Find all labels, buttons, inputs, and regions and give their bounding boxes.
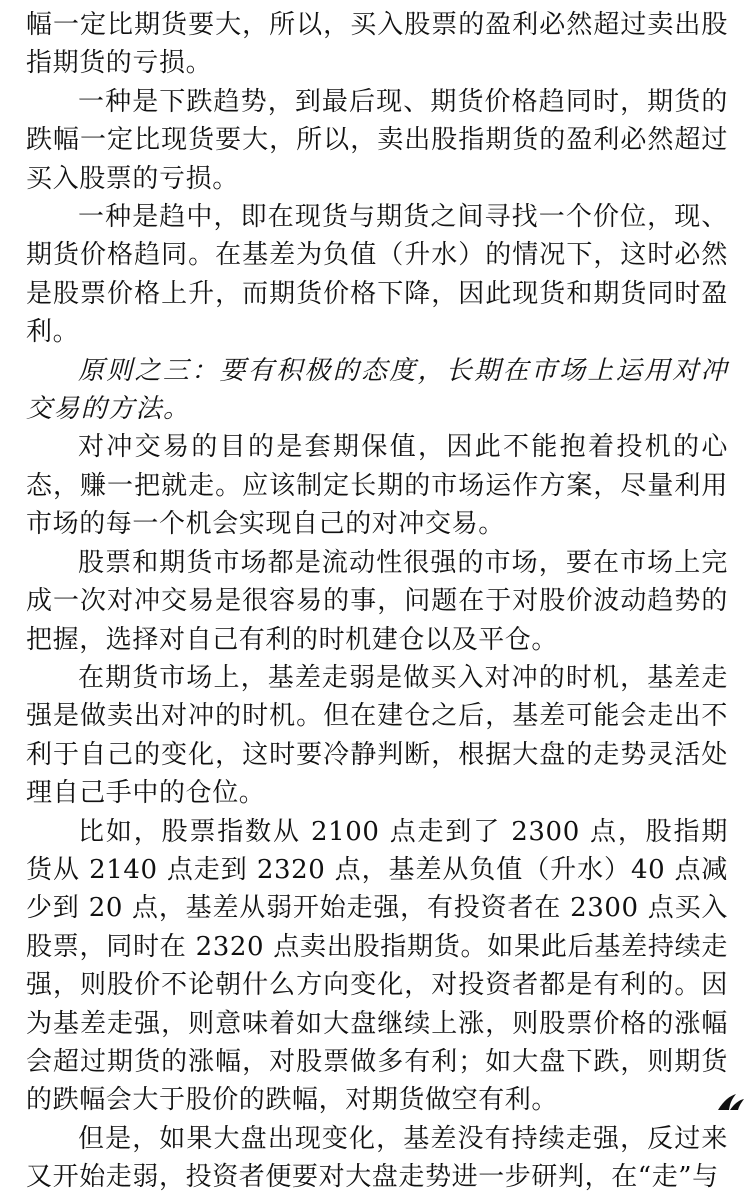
paragraph-6: 股票和期货市场都是流动性很强的市场，要在市场上完成一次对冲交易是很容易的事，问题在于对股价波动趋势的把握，选择对自己有利的时机建仓以及平仓。 [26, 547, 728, 655]
paragraph-8: 比如，股票指数从 2100 点走到了 2300 点，股指期货从 2140 点走到 2320 点，基差从负值（升水）40 点减少到 20 点，基差从弱开始走强，有投资者在 2300 点买入股票，同时在 2320 点卖出股指期货。如果此后基差持续走强，则股价不论朝什么方向变化，对投资者都是有利的。因为基差走强，则意味着如大盘继续上涨，则股票价格的涨幅会超过期货的涨幅，对股票做多有利；如大盘下跌，则期货的跌幅会大于股价的跌幅，对期货做空有利。 [26, 816, 728, 1116]
paragraph-2: 一种是下跌趋势，到最后现、期货价格趋同时，期货的跌幅一定比现货要大，所以，卖出股指期货的盈利必然超过买入股票的亏损。 [26, 86, 728, 194]
paragraph-1: 幅一定比期货要大，所以，买入股票的盈利必然超过卖出股指期货的亏损。 [26, 10, 728, 79]
principle-heading: 原则之三：要有积极的态度，长期在市场上运用对冲交易的方法。 [26, 355, 728, 425]
paragraph-5: 对冲交易的目的是套期保值，因此不能抱着投机的心态，赚一把就走。应该制定长期的市场运作方案，尽量利用市场的每一个机会实现自己的对冲交易。 [26, 432, 728, 540]
page-curl-ornament-icon [716, 1090, 746, 1112]
paragraph-3: 一种是趋中，即在现货与期货之间寻找一个价位，现、期货价格趋同。在基差为负值（升水）的情况下，这时必然是股票价格上升，而期货价格下降，因此现货和期货同时盈利。 [26, 202, 728, 348]
paragraph-7: 在期货市场上，基差走弱是做买入对冲的时机，基差走强是做卖出对冲的时机。但在建仓之后，基差可能会走出不利于自己的变化，这时要冷静判断，根据大盘的走势灵活处理自己手中的仓位。 [26, 662, 728, 809]
paragraph-9: 但是，如果大盘出现变化，基差没有持续走强，反过来又开始走弱，投资者便要对大盘走势进一步研判，在“走”与 [26, 1123, 728, 1193]
